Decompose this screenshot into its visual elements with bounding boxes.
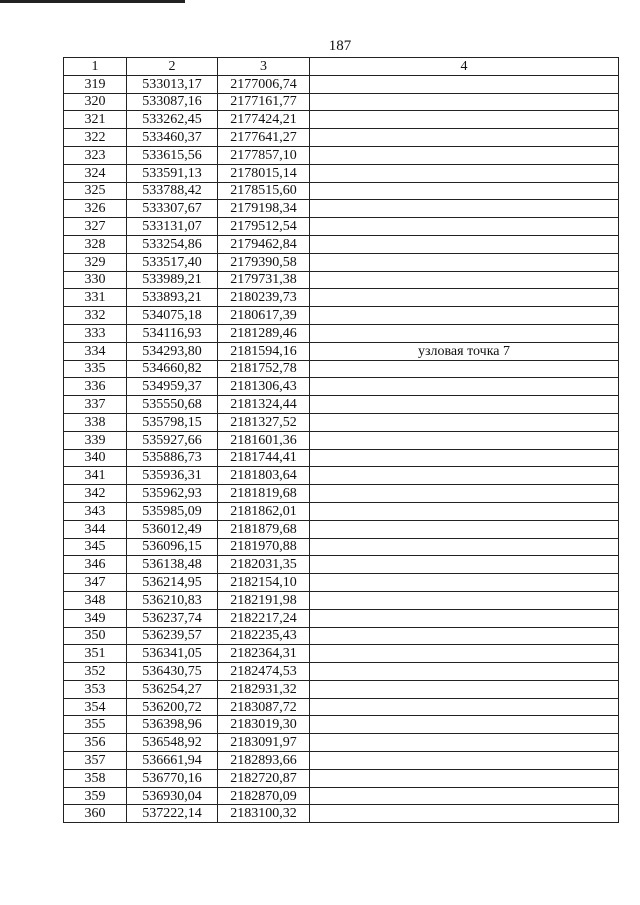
table-row <box>64 271 619 289</box>
table-row <box>64 342 619 360</box>
table-row <box>64 431 619 449</box>
table-row <box>64 111 619 129</box>
table-row <box>64 253 619 271</box>
table-row <box>64 218 619 236</box>
table-row <box>64 645 619 663</box>
table-row <box>64 556 619 574</box>
point-number-cell: 326 <box>64 200 127 218</box>
table-row <box>64 75 619 93</box>
y-coordinate-cell: 2182893,66 <box>218 752 310 770</box>
table-body <box>64 75 619 822</box>
note-cell <box>310 75 619 93</box>
x-coordinate-cell: 533788,42 <box>127 182 218 200</box>
note-cell <box>310 574 619 592</box>
point-number-cell: 346 <box>64 556 127 574</box>
point-number-cell: 348 <box>64 591 127 609</box>
y-coordinate-cell: 2177006,74 <box>218 75 310 93</box>
note-cell <box>310 627 619 645</box>
y-coordinate-cell: 2183019,30 <box>218 716 310 734</box>
y-coordinate-cell: 2180617,39 <box>218 307 310 325</box>
x-coordinate-cell: 537222,14 <box>127 805 218 823</box>
table-row <box>64 716 619 734</box>
x-coordinate-cell: 536430,75 <box>127 663 218 681</box>
note-cell <box>310 680 619 698</box>
note-cell <box>310 271 619 289</box>
point-number-cell: 327 <box>64 218 127 236</box>
x-coordinate-cell: 536930,04 <box>127 787 218 805</box>
x-coordinate-cell: 533989,21 <box>127 271 218 289</box>
x-coordinate-cell: 533013,17 <box>127 75 218 93</box>
point-number-cell: 358 <box>64 769 127 787</box>
note-cell <box>310 538 619 556</box>
point-number-cell: 340 <box>64 449 127 467</box>
table-row <box>64 129 619 147</box>
y-coordinate-cell: 2183100,32 <box>218 805 310 823</box>
y-coordinate-cell: 2182031,35 <box>218 556 310 574</box>
x-coordinate-cell: 536138,48 <box>127 556 218 574</box>
note-cell <box>310 146 619 164</box>
table-row <box>64 609 619 627</box>
x-coordinate-cell: 533893,21 <box>127 289 218 307</box>
x-coordinate-cell: 533087,16 <box>127 93 218 111</box>
table-row <box>64 538 619 556</box>
table-row <box>64 752 619 770</box>
table-row <box>64 235 619 253</box>
y-coordinate-cell: 2181862,01 <box>218 502 310 520</box>
point-number-cell: 325 <box>64 182 127 200</box>
y-coordinate-cell: 2180239,73 <box>218 289 310 307</box>
point-number-cell: 320 <box>64 93 127 111</box>
y-coordinate-cell: 2182474,53 <box>218 663 310 681</box>
x-coordinate-cell: 536214,95 <box>127 574 218 592</box>
note-cell <box>310 378 619 396</box>
table-row <box>64 360 619 378</box>
table-row <box>64 680 619 698</box>
x-coordinate-cell: 533262,45 <box>127 111 218 129</box>
table-row <box>64 698 619 716</box>
point-number-cell: 337 <box>64 396 127 414</box>
x-coordinate-cell: 536341,05 <box>127 645 218 663</box>
point-number-cell: 354 <box>64 698 127 716</box>
point-number-cell: 330 <box>64 271 127 289</box>
x-coordinate-cell: 536237,74 <box>127 609 218 627</box>
point-number-cell: 349 <box>64 609 127 627</box>
table-row <box>64 805 619 823</box>
y-coordinate-cell: 2181306,43 <box>218 378 310 396</box>
table-row <box>64 378 619 396</box>
point-number-cell: 352 <box>64 663 127 681</box>
note-cell <box>310 111 619 129</box>
y-coordinate-cell: 2182191,98 <box>218 591 310 609</box>
y-coordinate-cell: 2179731,38 <box>218 271 310 289</box>
x-coordinate-cell: 536239,57 <box>127 627 218 645</box>
point-number-cell: 339 <box>64 431 127 449</box>
y-coordinate-cell: 2183087,72 <box>218 698 310 716</box>
point-number-cell: 344 <box>64 520 127 538</box>
note-cell <box>310 609 619 627</box>
x-coordinate-cell: 533517,40 <box>127 253 218 271</box>
y-coordinate-cell: 2178515,60 <box>218 182 310 200</box>
table-row <box>64 182 619 200</box>
note-cell <box>310 716 619 734</box>
note-cell <box>310 520 619 538</box>
point-number-cell: 335 <box>64 360 127 378</box>
note-cell <box>310 698 619 716</box>
note-cell <box>310 324 619 342</box>
note-cell <box>310 307 619 325</box>
table-row <box>64 787 619 805</box>
note-cell <box>310 449 619 467</box>
y-coordinate-cell: 2182720,87 <box>218 769 310 787</box>
x-coordinate-cell: 536770,16 <box>127 769 218 787</box>
x-coordinate-cell: 535936,31 <box>127 467 218 485</box>
x-coordinate-cell: 534293,80 <box>127 342 218 360</box>
point-number-cell: 343 <box>64 502 127 520</box>
x-coordinate-cell: 534660,82 <box>127 360 218 378</box>
table-row <box>64 591 619 609</box>
y-coordinate-cell: 2177857,10 <box>218 146 310 164</box>
note-cell <box>310 485 619 503</box>
header-col-1: 1 <box>64 58 127 76</box>
y-coordinate-cell: 2181744,41 <box>218 449 310 467</box>
point-number-cell: 341 <box>64 467 127 485</box>
table-row <box>64 146 619 164</box>
table-row <box>64 164 619 182</box>
table-row <box>64 307 619 325</box>
page-number: 187 <box>328 38 352 54</box>
y-coordinate-cell: 2179198,34 <box>218 200 310 218</box>
x-coordinate-cell: 535798,15 <box>127 413 218 431</box>
x-coordinate-cell: 536200,72 <box>127 698 218 716</box>
y-coordinate-cell: 2182154,10 <box>218 574 310 592</box>
table-row <box>64 396 619 414</box>
y-coordinate-cell: 2182217,24 <box>218 609 310 627</box>
note-cell <box>310 129 619 147</box>
x-coordinate-cell: 535550,68 <box>127 396 218 414</box>
x-coordinate-cell: 533591,13 <box>127 164 218 182</box>
note-cell <box>310 787 619 805</box>
point-number-cell: 332 <box>64 307 127 325</box>
y-coordinate-cell: 2181594,16 <box>218 342 310 360</box>
table-row <box>64 467 619 485</box>
table-row <box>64 502 619 520</box>
y-coordinate-cell: 2178015,14 <box>218 164 310 182</box>
y-coordinate-cell: 2181879,68 <box>218 520 310 538</box>
note-cell <box>310 769 619 787</box>
table-row <box>64 485 619 503</box>
point-number-cell: 353 <box>64 680 127 698</box>
y-coordinate-cell: 2182870,09 <box>218 787 310 805</box>
table-row <box>64 449 619 467</box>
table-row <box>64 769 619 787</box>
coordinates-table <box>63 57 619 823</box>
point-number-cell: 323 <box>64 146 127 164</box>
point-number-cell: 350 <box>64 627 127 645</box>
point-number-cell: 324 <box>64 164 127 182</box>
note-cell <box>310 253 619 271</box>
x-coordinate-cell: 533131,07 <box>127 218 218 236</box>
table-row <box>64 574 619 592</box>
note-cell <box>310 752 619 770</box>
x-coordinate-cell: 534075,18 <box>127 307 218 325</box>
point-number-cell: 319 <box>64 75 127 93</box>
y-coordinate-cell: 2182364,31 <box>218 645 310 663</box>
x-coordinate-cell: 533615,56 <box>127 146 218 164</box>
x-coordinate-cell: 535985,09 <box>127 502 218 520</box>
x-coordinate-cell: 535927,66 <box>127 431 218 449</box>
y-coordinate-cell: 2177424,21 <box>218 111 310 129</box>
x-coordinate-cell: 536548,92 <box>127 734 218 752</box>
table-row <box>64 324 619 342</box>
point-number-cell: 331 <box>64 289 127 307</box>
note-cell <box>310 591 619 609</box>
point-number-cell: 356 <box>64 734 127 752</box>
x-coordinate-cell: 536012,49 <box>127 520 218 538</box>
point-number-cell: 328 <box>64 235 127 253</box>
x-coordinate-cell: 534959,37 <box>127 378 218 396</box>
y-coordinate-cell: 2179390,58 <box>218 253 310 271</box>
table-row <box>64 734 619 752</box>
point-number-cell: 322 <box>64 129 127 147</box>
table-row <box>64 289 619 307</box>
x-coordinate-cell: 536398,96 <box>127 716 218 734</box>
table-row <box>64 93 619 111</box>
note-cell <box>310 93 619 111</box>
x-coordinate-cell: 535886,73 <box>127 449 218 467</box>
table-row <box>64 627 619 645</box>
note-cell <box>310 164 619 182</box>
x-coordinate-cell: 536210,83 <box>127 591 218 609</box>
x-coordinate-cell: 536096,15 <box>127 538 218 556</box>
table-row <box>64 413 619 431</box>
table-header-row <box>64 58 619 76</box>
y-coordinate-cell: 2182931,32 <box>218 680 310 698</box>
header-col-4: 4 <box>310 58 619 76</box>
note-cell <box>310 734 619 752</box>
point-number-cell: 338 <box>64 413 127 431</box>
y-coordinate-cell: 2177641,27 <box>218 129 310 147</box>
x-coordinate-cell: 536661,94 <box>127 752 218 770</box>
point-number-cell: 360 <box>64 805 127 823</box>
note-cell <box>310 200 619 218</box>
note-cell: узловая точка 7 <box>310 342 619 360</box>
x-coordinate-cell: 536254,27 <box>127 680 218 698</box>
table-row <box>64 520 619 538</box>
y-coordinate-cell: 2179512,54 <box>218 218 310 236</box>
point-number-cell: 342 <box>64 485 127 503</box>
note-cell <box>310 663 619 681</box>
x-coordinate-cell: 533254,86 <box>127 235 218 253</box>
note-cell <box>310 289 619 307</box>
y-coordinate-cell: 2181601,36 <box>218 431 310 449</box>
y-coordinate-cell: 2181327,52 <box>218 413 310 431</box>
y-coordinate-cell: 2181752,78 <box>218 360 310 378</box>
y-coordinate-cell: 2181803,64 <box>218 467 310 485</box>
x-coordinate-cell: 534116,93 <box>127 324 218 342</box>
y-coordinate-cell: 2181819,68 <box>218 485 310 503</box>
y-coordinate-cell: 2181970,88 <box>218 538 310 556</box>
point-number-cell: 347 <box>64 574 127 592</box>
scan-edge-mark <box>0 0 185 3</box>
note-cell <box>310 396 619 414</box>
note-cell <box>310 502 619 520</box>
point-number-cell: 329 <box>64 253 127 271</box>
y-coordinate-cell: 2182235,43 <box>218 627 310 645</box>
note-cell <box>310 805 619 823</box>
y-coordinate-cell: 2179462,84 <box>218 235 310 253</box>
point-number-cell: 334 <box>64 342 127 360</box>
note-cell <box>310 556 619 574</box>
point-number-cell: 359 <box>64 787 127 805</box>
y-coordinate-cell: 2183091,97 <box>218 734 310 752</box>
point-number-cell: 333 <box>64 324 127 342</box>
x-coordinate-cell: 533307,67 <box>127 200 218 218</box>
point-number-cell: 357 <box>64 752 127 770</box>
note-cell <box>310 431 619 449</box>
point-number-cell: 336 <box>64 378 127 396</box>
note-cell <box>310 413 619 431</box>
point-number-cell: 355 <box>64 716 127 734</box>
note-cell <box>310 360 619 378</box>
note-cell <box>310 235 619 253</box>
point-number-cell: 345 <box>64 538 127 556</box>
x-coordinate-cell: 533460,37 <box>127 129 218 147</box>
table-row <box>64 663 619 681</box>
note-cell <box>310 182 619 200</box>
point-number-cell: 321 <box>64 111 127 129</box>
header-col-3: 3 <box>218 58 310 76</box>
header-col-2: 2 <box>127 58 218 76</box>
y-coordinate-cell: 2181289,46 <box>218 324 310 342</box>
x-coordinate-cell: 535962,93 <box>127 485 218 503</box>
note-cell <box>310 218 619 236</box>
note-cell <box>310 467 619 485</box>
table-row <box>64 200 619 218</box>
note-cell <box>310 645 619 663</box>
y-coordinate-cell: 2181324,44 <box>218 396 310 414</box>
y-coordinate-cell: 2177161,77 <box>218 93 310 111</box>
point-number-cell: 351 <box>64 645 127 663</box>
